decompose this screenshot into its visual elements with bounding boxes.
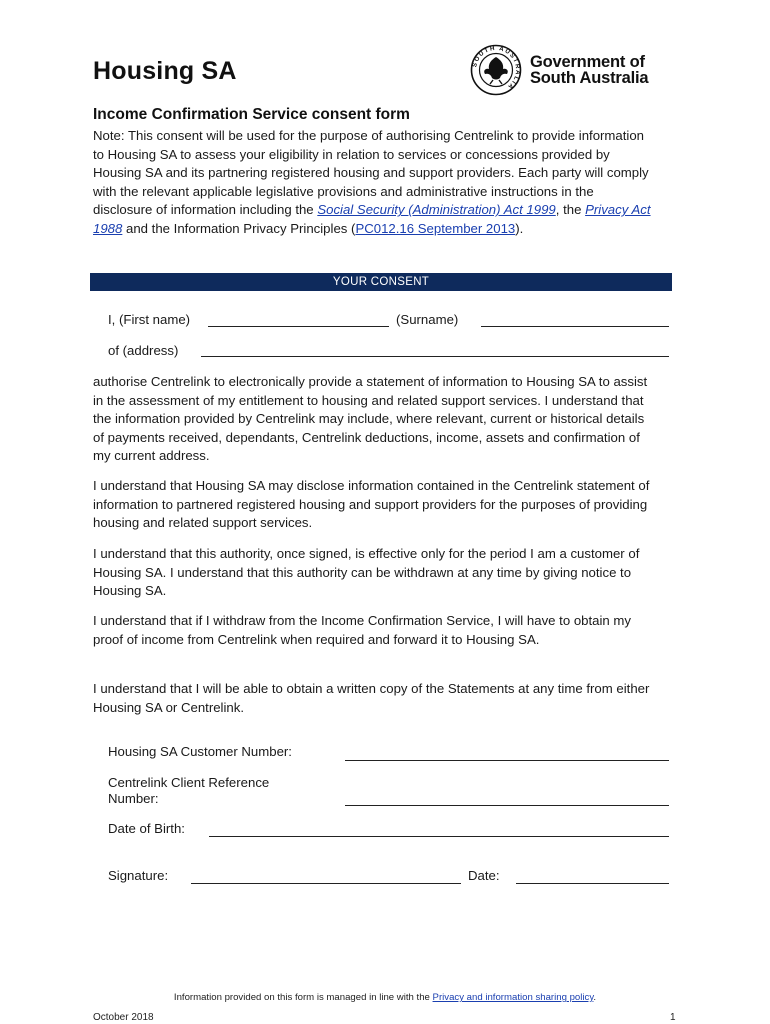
- crn-label-line-2: Number:: [108, 791, 159, 806]
- government-name: [530, 54, 648, 86]
- crn-field[interactable]: [345, 805, 669, 806]
- page-number: 1: [670, 1012, 676, 1023]
- first-name-field[interactable]: [208, 326, 389, 327]
- surname-field[interactable]: [481, 326, 669, 327]
- note-text-start: Note: This consent will be used for the purpose of authorising Centrelink to provide information to Housing SA to assess your eligibility in relation to services or concessions provided by Housing SA and its partnering registered housing and support providers. Each party will comply with the relevant applicable legislative provisions and administrative instructions in the disclosure of information including the: [93, 128, 649, 218]
- disclosure-paragraph: I understand that Housing SA may disclose information contained in the Centrelink statement of information to partnered registered housing and support providers for the purposes of providing housing and related support services.: [93, 478, 650, 531]
- withdrawal-paragraph: I understand that if I withdraw from the Income Confirmation Service, I will have to obtain my proof of income from Centrelink when required and forward it to Housing SA.: [93, 613, 631, 647]
- crn-label: [108, 775, 269, 807]
- address-field[interactable]: [201, 356, 669, 357]
- authority-period-paragraph: I understand that this authority, once signed, is effective only for the period I am a customer of Housing SA. I understand that this authority can be withdrawn at any time by giving notice to Housing SA.: [93, 546, 640, 599]
- footer-note-end: .: [593, 992, 597, 1003]
- sa-crest-icon: [470, 44, 522, 96]
- note-text-mid2: and the Information Privacy Principles (: [122, 220, 356, 236]
- footer-note-text: Information provided on this form is managed in line with the: [173, 992, 433, 1003]
- page-title: Housing SA: [93, 57, 237, 85]
- footer-privacy-note: [0, 992, 770, 1003]
- address-label: of (address): [108, 343, 179, 358]
- surname-label: (Surname): [396, 312, 459, 327]
- gov-line-2: South Australia: [530, 69, 649, 87]
- authorise-paragraph: authorise Centrelink to electronically provide a statement of information to Housing SA to assist in the assessment of my entitlement to housing and related support services. I understand that the information provided by Centrelink may include, where relevant, current or historical details of payments received, dependants, Centrelink deductions, income, assets and confirmation of my current address.: [93, 374, 648, 464]
- consent-note: [93, 127, 653, 239]
- customer-number-label: Housing SA Customer Number:: [108, 744, 292, 759]
- signature-field[interactable]: [191, 883, 461, 884]
- social-security-act-link[interactable]: Social Security (Administration) Act 1999: [317, 202, 556, 218]
- gov-line-1: Government of: [530, 53, 645, 71]
- date-field[interactable]: [516, 883, 669, 884]
- first-name-label: I, (First name): [108, 312, 191, 327]
- government-logo: [470, 44, 648, 96]
- dob-field[interactable]: [209, 836, 669, 837]
- form-subtitle: Income Confirmation Service consent form: [93, 106, 410, 123]
- svg-text:SOUTH AUSTRALIA: SOUTH AUSTRALIA: [471, 44, 522, 91]
- footer-date: October 2018: [93, 1012, 154, 1023]
- note-text-end: ).: [515, 220, 524, 236]
- crn-label-line-1: Centrelink Client Reference: [108, 775, 270, 790]
- information-privacy-principles-link[interactable]: PC012.16 September 2013: [355, 220, 516, 236]
- written-copy-paragraph: I understand that I will be able to obtain a written copy of the Statements at any time from either Housing SA or Centrelink.: [93, 681, 650, 715]
- privacy-act-link[interactable]: Privacy Act 1988: [93, 202, 651, 236]
- privacy-policy-link[interactable]: Privacy and information sharing policy: [432, 992, 594, 1003]
- your-consent-header: YOUR CONSENT: [90, 273, 672, 291]
- dob-label: Date of Birth:: [108, 821, 185, 836]
- signature-label: Signature:: [108, 868, 169, 883]
- note-text-mid: , the: [555, 202, 586, 218]
- date-label: Date:: [468, 868, 500, 883]
- customer-number-field[interactable]: [345, 760, 669, 761]
